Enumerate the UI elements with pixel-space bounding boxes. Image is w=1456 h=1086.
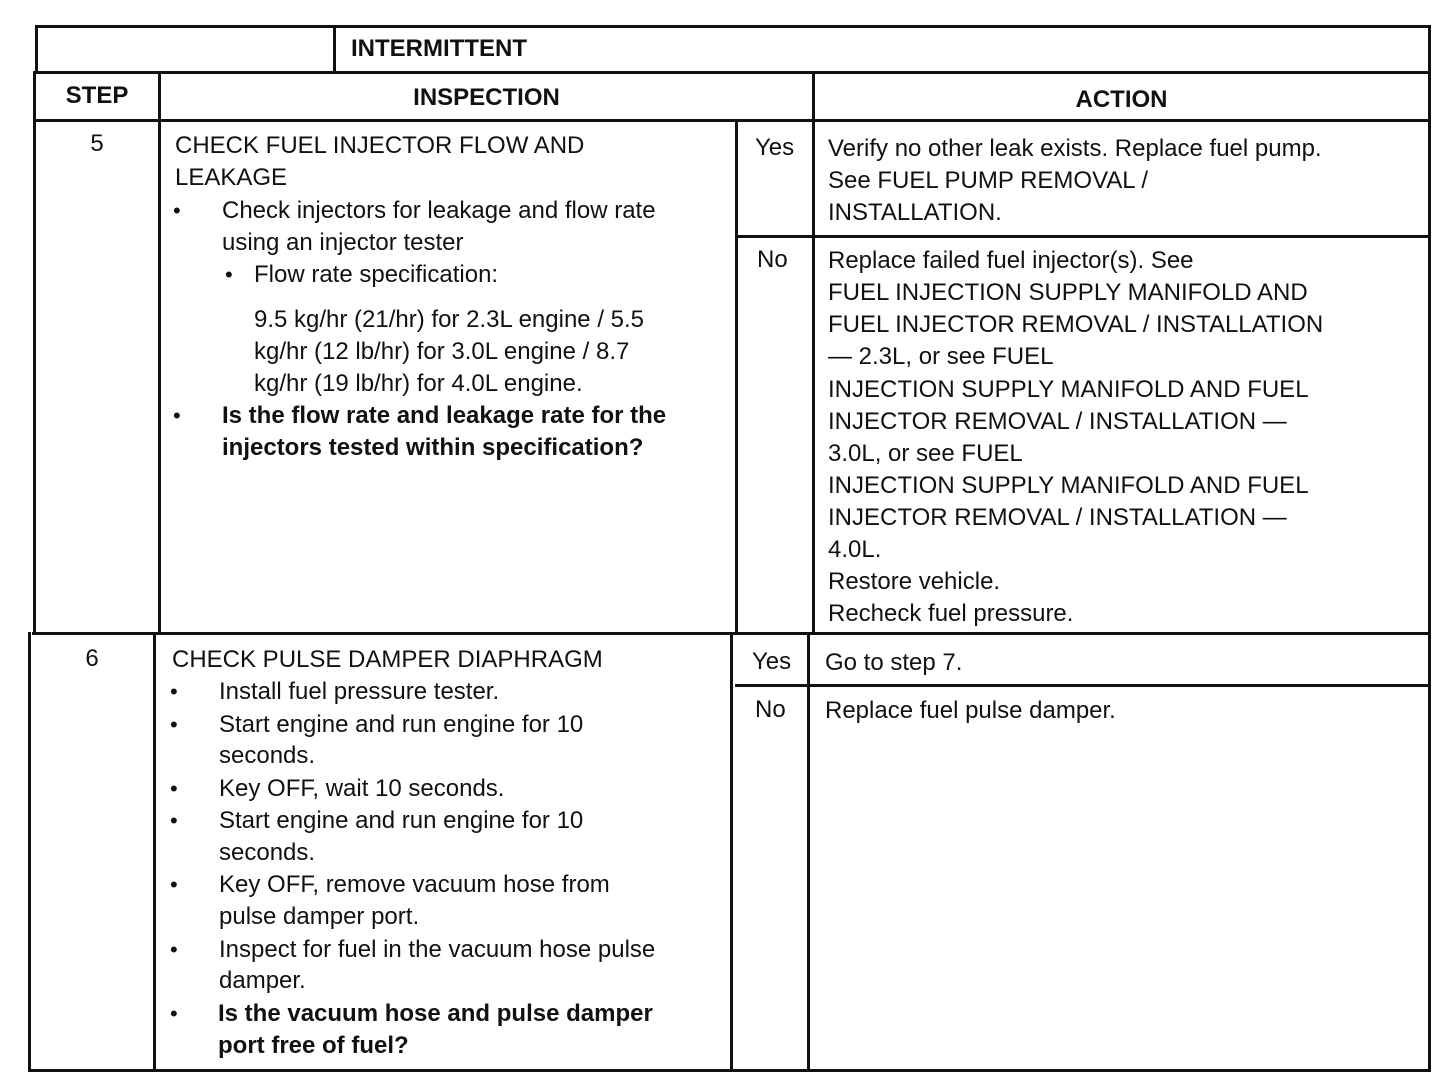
action-column-divider-lower: [807, 632, 810, 1072]
yes-no-column-divider-upper: [735, 119, 738, 633]
header-step: STEP: [65, 82, 129, 109]
title-left-border: [35, 25, 38, 73]
step-5-no-label: No: [757, 246, 788, 273]
header-action: ACTION: [1075, 86, 1168, 113]
step-6-no-label: No: [755, 696, 786, 723]
table-title: INTERMITTENT: [351, 35, 527, 62]
action-column-divider-upper: [812, 71, 815, 633]
bullet-icon: •: [170, 776, 178, 801]
step-6-yes-action: Go to step 7.: [825, 649, 963, 676]
bullet-icon: •: [170, 712, 178, 737]
title-row-divider: [35, 71, 1431, 74]
step5-yes-no-divider: [735, 235, 1431, 238]
table-left-border-lower: [28, 632, 31, 1072]
bullet-icon: •: [170, 937, 178, 962]
yes-no-column-divider-lower: [730, 632, 733, 1072]
step-column-divider-lower: [153, 632, 156, 1072]
bullet-icon: •: [170, 1001, 178, 1026]
table-right-border: [1428, 25, 1431, 1072]
step-6-heading: CHECK PULSE DAMPER DIAPHRAGM: [172, 646, 603, 673]
bullet-icon: •: [170, 808, 178, 833]
header-row-divider: [35, 119, 1431, 122]
bullet-icon: •: [173, 198, 181, 223]
step-5-number: 5: [90, 130, 104, 157]
step-column-divider-upper: [158, 71, 161, 633]
bullet-icon: •: [170, 679, 178, 704]
step-6-yes-label: Yes: [752, 648, 792, 675]
header-inspection: INSPECTION: [413, 84, 560, 111]
table-top-border: [35, 25, 1431, 28]
bullet-icon: •: [225, 262, 233, 287]
table-bottom-border: [28, 1069, 1428, 1072]
diagnostic-table: INTERMITTENT STEP INSPECTION ACTION 5 CHECK FUEL INJECTOR FLOW AND LEAKAGE • Check injectors for leakage and flow rate using an injector tester • Flow rate specification: 9.5 kg/hr (21/hr) for 2.3L engine / 5.5 kg/hr (12 lb/hr) for 3.0L engine / 8.7 kg/hr (19 lb/hr) for 4.0L engine. • Is the flow rate and leakage rate for the injectors tested within specification? Yes Verify no other leak exists. Replace fuel pump. See FUEL PUMP REMOVAL / INSTALLATION. No Replace failed fuel injector(s). See FUEL INJECTION SUPPLY MANIFOLD AND FUEL INJECTOR REMOVAL / INSTALLATION — 2.3L, or see FUEL INJECTION SUPPLY MANIFOLD AND FUEL INJECTOR REMOVAL / INSTALLATION — 3.0L, or see FUEL INJECTION SUPPLY MANIFOLD AND FUEL INJECTOR REMOVAL / INSTALLATION — 4.0L. Restore vehicle. Recheck fuel pressure. 6 CHECK PULSE DAMPER DIAPHRAGM • Install fuel pressure tester. • Start engine and run engine for 10 seconds. • Key OFF, wait 10 seconds. • Start engine and run engine for 10 seconds. • Key OFF, remove vacuum hose from pulse damper port. • Inspect for fuel in the vacuum hose pulse damper. • Is the vacuum hose and pulse damper port free of fuel? Yes Go to step 7. No Replace fuel pulse damper.: [0, 0, 1456, 1086]
step-6-no-action: Replace fuel pulse damper.: [825, 697, 1116, 724]
bullet-icon: •: [173, 403, 181, 428]
step-6-number: 6: [85, 645, 99, 672]
step-5-yes-label: Yes: [755, 134, 795, 161]
title-cell-divider: [333, 25, 336, 73]
step6-yes-no-divider: [735, 684, 1431, 687]
bullet-icon: •: [170, 872, 178, 897]
